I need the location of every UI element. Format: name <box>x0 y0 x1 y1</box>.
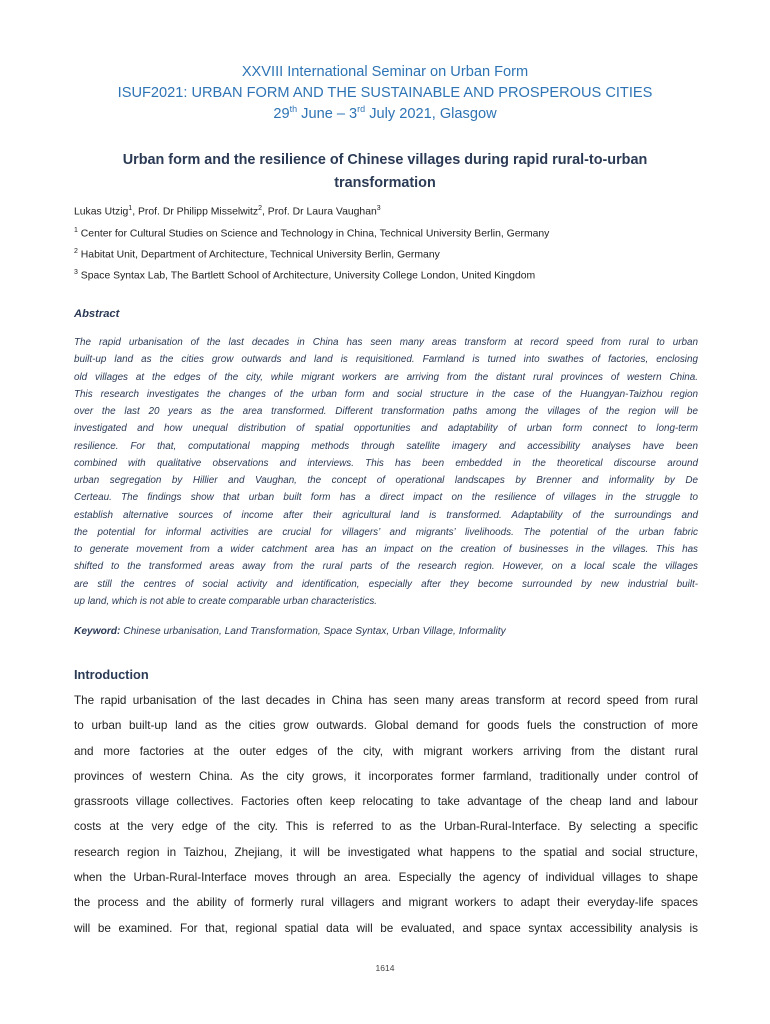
abstract-line: The rapid urbanisation of the last decades in China has seen many areas transform at record speed from rural to urban <box>74 337 698 348</box>
body-line: provinces of western China. As the city grows, it incorporates former farmland, traditionally under control of <box>74 769 698 783</box>
author-name: Lukas Utzig <box>74 206 129 218</box>
abstract-line: Certeau. The findings show that urban built form has a direct impact on the resilience of villages in the struggle to <box>74 492 698 504</box>
page-number: 1614 <box>375 963 395 973</box>
author-name: Prof. Dr Laura Vaughan <box>267 206 377 218</box>
abstract-line: old villages at the edges of the city, while migrant workers are arriving from the distant rural provinces of western China. <box>74 371 698 383</box>
abstract-line: up land, which is not able to create comparable urban characteristics. <box>74 595 377 607</box>
body-line: to urban built-up land as the cities grow outwards. Global demand for goods fuels the construction of more <box>74 719 698 733</box>
keywords-text: Chinese urbanisation, Land Transformation, Space Syntax, Urban Village, Informality <box>120 626 506 637</box>
abstract-line: shifted to the transformed areas away from the rural parts of the research region. However, on a local scale the villages <box>74 561 698 573</box>
abstract-line: investigated and how unequal distribution of spatial opportunities and adaptability of urban form connect to long-term <box>74 423 698 435</box>
abstract-line: to generate movement from a wider catchment area has an impact on the creation of businesses in the villages. This has <box>74 544 698 555</box>
conference-date: 29th June – 3rd July 2021, Glasgow <box>273 104 497 122</box>
abstract-heading: Abstract <box>74 308 120 320</box>
author-name: Prof. Dr Philipp Misselwitz <box>137 206 259 218</box>
conference-subtitle: ISUF2021: URBAN FORM AND THE SUSTAINABLE AND PROSPEROUS CITIES <box>117 85 653 101</box>
introduction-heading: Introduction <box>74 667 149 682</box>
affiliation: $^2$ Habitat Unit, Department of Architecture, Technical University Berlin, Germany <box>74 248 440 261</box>
keywords-label: Keyword: <box>74 626 121 637</box>
abstract-line: the potential for informal activities are crucial for villagers’ and migrants’ livelihoods. The potential of the urban fabric <box>74 526 698 538</box>
affiliation: $^1$ Center for Cultural Studies on Science and Technology in China, Technical University Berlin, Germany <box>74 227 550 240</box>
body-line: costs at the very edge of the city. This is referred to as the Urban-Rural-Interface. By selecting a specific <box>74 820 698 834</box>
abstract-line: resilience. For that, computational mapping methods through satellite imagery and accessibility analyses have been <box>74 440 698 452</box>
abstract-line: urban segregation by Hillier and Vaughan, the concept of operational landscapes by Brenner and informality by De <box>74 475 698 486</box>
body-line: will be examined. For that, regional spatial data will be evaluated, and space syntax accessibility analysis is <box>74 921 698 935</box>
abstract-line: are still the centres of social activity and identification, especially after they become surrounded by new industrial built- <box>74 578 698 590</box>
body-line: when the Urban-Rural-Interface moves through an area. Especially the agency of individual villages to shape <box>74 871 698 885</box>
abstract-line: built-up land as the cities grow outwards and land is requisitioned. Farmland is turned into swathes of factories, enclosing <box>74 354 698 366</box>
author-list: Lukas Utzig$^1$, Prof. Dr Philipp Misselwitz$^2$, Prof. Dr Laura Vaughan$^3$ <box>74 205 381 218</box>
abstract-body <box>74 334 698 610</box>
abstract-line: combined with qualitative observations and interviews. This has been embedded in the theoretical discourse around <box>74 457 698 469</box>
introduction-body <box>74 688 698 941</box>
body-line: research region in Taizhou, Zhejiang, it will be investigated what happens to the spatial and social structure, <box>74 845 698 859</box>
conference-title: XXVIII International Seminar on Urban Form <box>241 64 529 80</box>
body-line: and more factories at the outer edges of the city, with migrant workers arriving from the distant rural <box>74 744 698 758</box>
keywords <box>74 626 506 637</box>
abstract-line: establish alternative sources of income after their agricultural land is transformed. Adaptability of the surroundings and <box>74 509 698 521</box>
abstract-line: This research investigates the changes of the urban form and social structure in the case of the Huangyan-Taizhou region <box>74 388 698 400</box>
paper-title: Urban form and the resilience of Chinese villages during rapid rural-to-urban transformation <box>122 152 648 191</box>
body-line: the process and the ability of formerly rural villagers and migrant workers to adapt their everyday-life spaces <box>74 896 698 910</box>
affiliation: $^3$ Space Syntax Lab, The Bartlett School of Architecture, University College London, United Kingdom <box>74 269 536 282</box>
body-line: The rapid urbanisation of the last decades in China has seen many areas transform at record speed from rural <box>74 694 698 707</box>
body-line: grassroots village collectives. Factories often keep relocating to take advantage of the cheap land and labour <box>74 795 698 809</box>
abstract-line: over the last 20 years as the area transformed. Different transformation paths among the villages of the region will be <box>74 406 698 417</box>
